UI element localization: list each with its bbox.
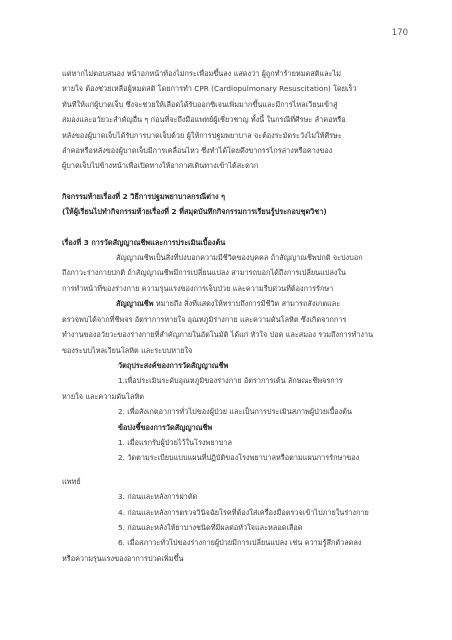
indications-list xyxy=(62,435,402,566)
text-line: หมายถึง สิ่งที่แสดงให้ทราบถึงการมีชีวิต สามารถสังเกตและ xyxy=(153,299,341,309)
activity-title: กิจกรรมท้ายเรื่องที่ 2 วิธีการปฐมพยาบาลกรณีต่าง ๆ xyxy=(62,191,226,201)
intro-paragraph xyxy=(62,66,402,174)
vital-signs-definition xyxy=(62,296,402,358)
activity-subtitle: (ให้ผู้เรียนไปทำกิจกรรมท้ายเรื่องที่ 2 ที่สมุดบันทึกกิจกรรมการเรียนรู้ประกอบชุดวิชา) xyxy=(62,207,327,217)
section-title: เรื่องที่ 3 การวัดสัญญาณชีพและการประเมินเบื้องต้น xyxy=(62,237,226,247)
list-item: 2. เพื่อสังเกตอาการทั่วไปของผู้ป่วย และเป็นการประเมินสภาพผู้ป่วยเบื้องต้น xyxy=(118,407,352,417)
text-line: ตรวจพบได้จากที่ชีพจร อัตราการหายใจ อุณหภูมิร่างกาย และความดันโลหิต ซึ่งเกิดจากการ xyxy=(62,314,347,324)
text-line: ลำคอหรือหลังของผู้บาดเจ็บมีการเคลื่อนไหว ซึ่งทำได้โดยดึงขากรรไกรล่างหรือคางของ xyxy=(62,146,333,156)
list-item: 5. ก่อนและหลังให้ยาบางชนิดที่มีผลต่อหัวใจและหลอดเลือด xyxy=(118,522,303,532)
text-line: ถึงภาวะร่างกายปกติ ถ้าสัญญาณชีพมีการเปลี่ยนแปลง สามารถบอกได้ถึงการเปลี่ยนแปลงใน xyxy=(62,268,347,278)
list-item-continuation: หรือความรุนแรงของอาการปวดเพิ่มขึ้น xyxy=(62,553,184,563)
list-item: 1. เมื่อแรกรับผู้ป่วยไว้ในโรงพยาบาล xyxy=(118,437,232,447)
document-body xyxy=(62,66,402,566)
text-line: ผู้บาดเจ็บไปข้างหน้าเพื่อเปิดทางให้อากาศเดินทางเข้าได้สะดวก xyxy=(62,161,259,171)
text-line: ทันทีให้แก่ผู้บาดเจ็บ ซึ่งจะช่วยให้เลือดได้รับออกซิเจนเพิ่มมากขึ้นและมีการไหลเวียนเข้าสู่ xyxy=(62,99,338,109)
text-line: สัญญาณชีพเป็นสิ่งที่บ่งบอกความมีชีวิตของบุคคล ถ้าสัญญาณชีพปกติ จะบ่งบอก xyxy=(116,253,363,263)
indications-heading: ข้อบ่งชี้ของการวัดสัญญาณชีพ xyxy=(118,422,213,432)
list-item: 6. เมื่อสภาวะทั่วไปของร่างกายผู้ป่วยมีการเปลี่ยนแปลง เช่น ความรู้สึกตัวลดลง xyxy=(118,538,362,548)
definition-term: สัญญาณชีพ xyxy=(116,299,154,309)
text-line: แต่หากไม่ตอบสนอง หน้าอกหน้าท้องไม่กระเพื่อมขึ้นลง แสดงว่า ผู้ถูกทำร้ายหมดสติและไม่ xyxy=(62,69,342,78)
list-item: 4. ก่อนและหลังการตรวจวินิจฉัยโรคที่ต้องใส่เครื่องมือตรวจเข้าไปภายในร่างกาย xyxy=(118,507,369,517)
text-line: การทำหน้าที่ของร่างกาย ความรุนแรงของการเจ็บป่วย และความรีบด่วนที่ต้องการรักษา xyxy=(62,283,334,293)
objectives-list xyxy=(62,373,402,419)
list-item: 1.เพื่อประเมินระดับอุณหภูมิของร่างกาย อัตราการเต้น ลักษณะชีพจรการ xyxy=(118,376,343,386)
text-line: ของระบบไหลเวียนโลหิต และระบบหายใจ xyxy=(62,345,193,355)
list-item: 3. ก่อนและหลังการผ่าตัด xyxy=(118,492,198,502)
vital-signs-paragraph xyxy=(62,250,402,296)
list-item: 2. วัดตามระเบียบแบบแผนที่ปฏิบัติของโรงพยาบาลหรือตามแผนการรักษาของ xyxy=(118,453,360,463)
objectives-heading: วัตถุประสงค์ของการวัดสัญญาณชีพ xyxy=(118,360,229,370)
list-item-continuation: แพทย์ xyxy=(62,476,81,486)
text-line: หายใจ ต้องช่วยเหลือผู้หมดสติ โดยการทำ CPR (Cardiopulmonary Resuscitation) โดยเร็ว xyxy=(62,84,357,94)
text-line: หลังของผู้บาดเจ็บได้รับการบาดเจ็บด้วย ผู้ให้การปฐมพยาบาล จะต้องระมัดระวังไม่ให้ศีรษะ xyxy=(62,130,342,140)
text-line: ทำงานของอวัยวะของร่างกายที่สำคัญภายในอัตโนมัติ ได้แก่ หัวใจ ปอด และสมอง รวมถึงการทำงาน xyxy=(62,330,374,340)
page-number: 170 xyxy=(391,28,408,38)
text-line: สมองและอวัยวะสำคัญอื่น ๆ ก่อนที่จะถึงมือแพทย์ผู้เชี่ยวชาญ ทั้งนี้ ในกรณีที่ศีรษะ ลำคอหรือ xyxy=(62,115,346,125)
list-item-continuation: หายใจ และความดันโลหิต xyxy=(62,391,144,401)
